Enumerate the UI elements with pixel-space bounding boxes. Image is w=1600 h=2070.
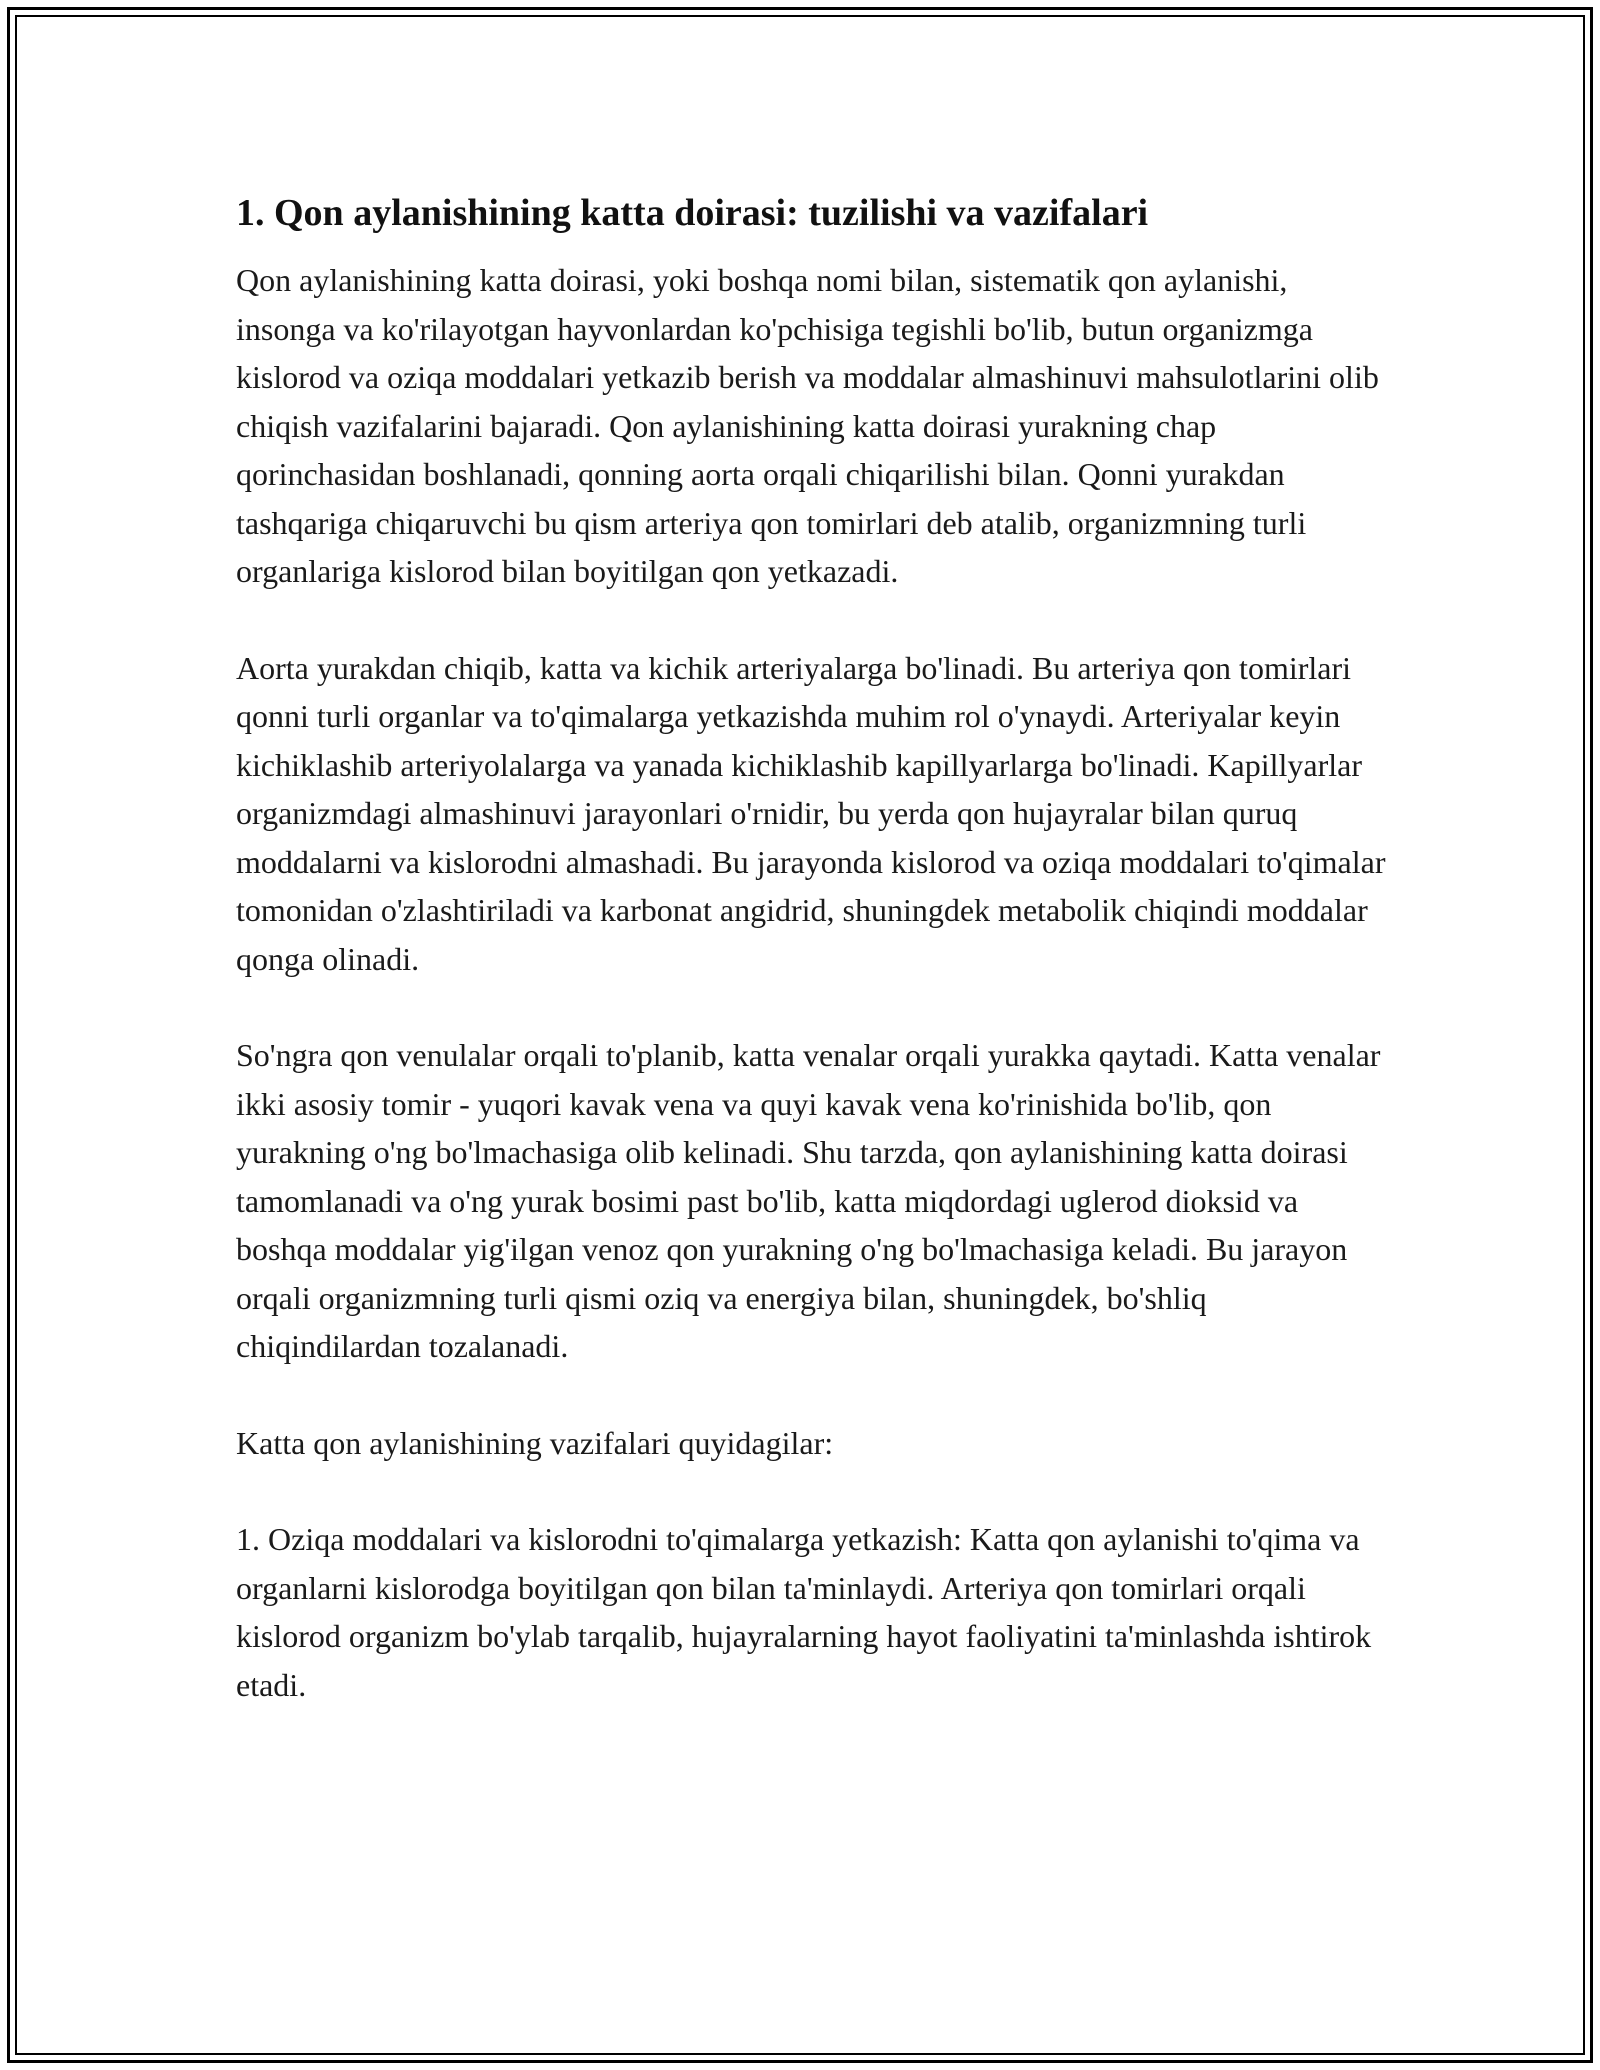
paragraph-intro: Qon aylanishining katta doirasi, yoki boshqa nomi bilan, sistematik qon aylanishi, insonga va ko'rilayotgan hayvonlardan ko'pchisiga tegishli bo'lib, butun organizmga kislorod va oziqa moddalari yetkazib berish va moddalar almashinuvi mahsulotlarini olib chiqish vazifalarini bajaradi. Qon aylanishining katta doirasi yurakning chap qorinchasidan boshlanadi, qonning aorta orqali chiqarilishi bilan. Qonni yurakdan tashqariga chiqaruvchi bu qism arteriya qon tomirlari deb atalib, organizmning turli organlariga kislorod bilan boyitilgan qon yetkazadi. — [236, 262, 1379, 589]
section-heading: 1. Qon aylanishining katta doirasi: tuzilishi va vazifalari — [236, 192, 1149, 234]
paragraph-arteries: Aorta yurakdan chiqib, katta va kichik arteriyalarga bo'linadi. Bu arteriya qon tomirlari qonni turli organlar va to'qimalarga yetkazishda muhim rol o'ynaydi. Arteriyalar keyin kichiklashib arteriyolalarga va yanada kichiklashib kapillyarlarga bo'linadi. Kapillyarlar organizmdagi almashinuvi jarayonlari o'rnidir, bu yerda qon hujayralar bilan quruq moddalarni va kislorodni almashadi. Bu jarayonda kislorod va oziqa moddalari to'qimalar tomonidan o'zlashtiriladi va karbonat angidrid, shuningdek metabolik chiqindi moddalar qonga olinadi. — [236, 649, 1386, 977]
document-content — [236, 188, 1386, 1709]
paragraph-function-1: 1. Oziqa moddalari va kislorodni to'qimalarga yetkazish: Katta qon aylanishi to'qima va organlarni kislorodga boyitilgan qon bilan ta'minlaydi. Arteriya qon tomirlari orqali kislorod organizm bo'ylab tarqalib, hujayralarning hayot faoliyatini ta'minlashda ishtirok etadi. — [236, 1521, 1372, 1703]
paragraph-functions-intro: Katta qon aylanishining vazifalari quyidagilar: — [236, 1424, 834, 1461]
paragraph-veins: So'ngra qon venulalar orqali to'planib, katta venalar orqali yurakka qaytadi. Katta venalar ikki asosiy tomir - yuqori kavak vena va quyi kavak vena ko'rinishida bo'lib, qon yurakning o'ng bo'lmachasiga olib kelinadi. Shu tarzda, qon aylanishining katta doirasi tamomlanadi va o'ng yurak bosimi past bo'lib, katta miqdordagi uglerod dioksid va boshqa moddalar yig'ilgan venoz qon yurakning o'ng bo'lmachasiga keladi. Bu jarayon orqali organizmning turli qismi oziq va energiya bilan, shuningdek, bo'shliq chiqindilardan tozalanadi. — [236, 1037, 1381, 1364]
